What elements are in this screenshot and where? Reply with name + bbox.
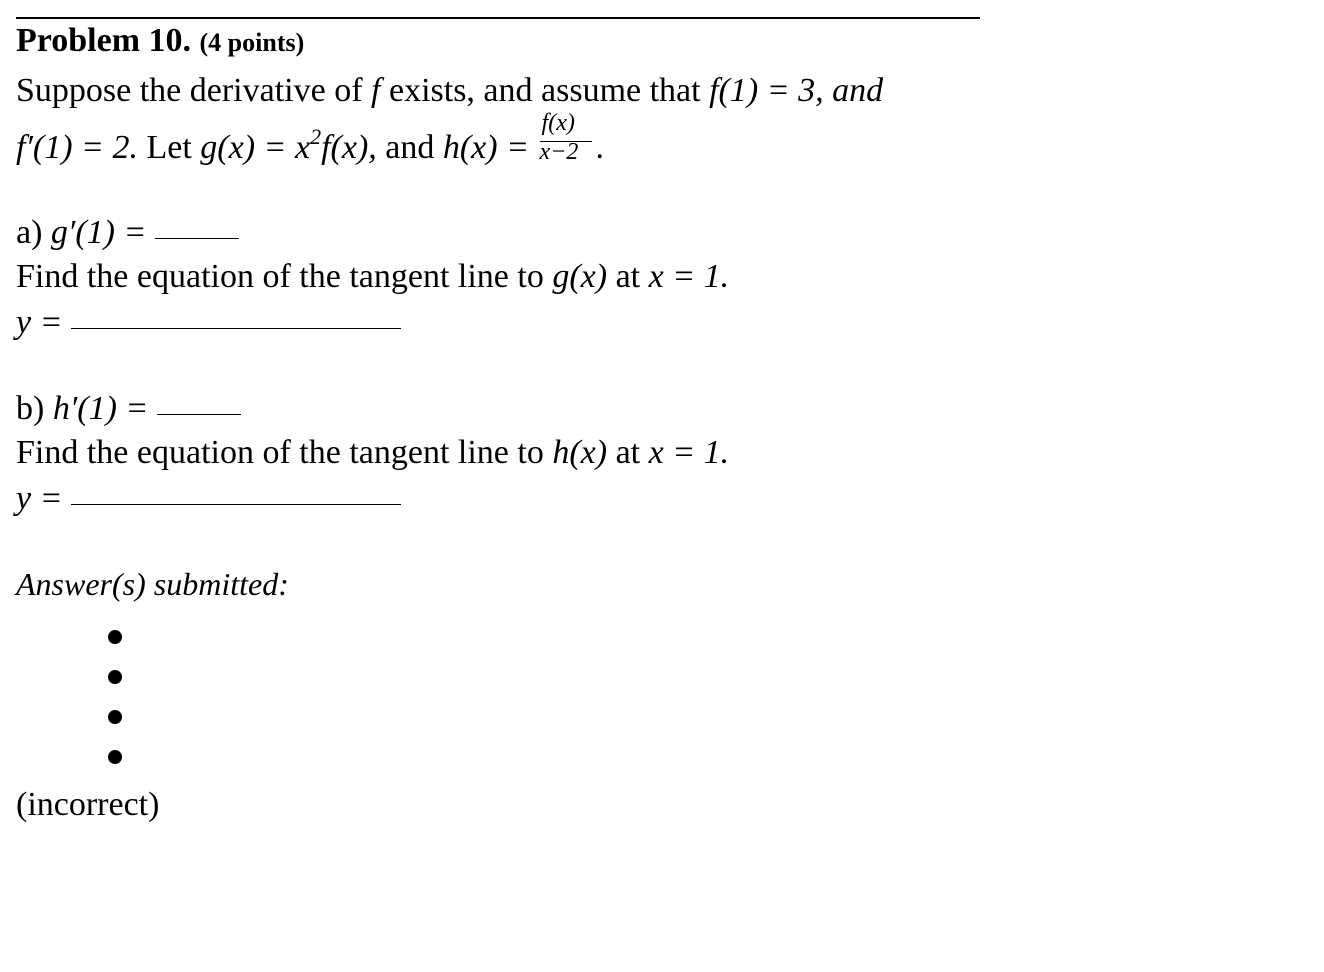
statement-line-2: f′(1) = 2. Let $g(x) = x^2f(x)$, and h(x) = $\frac{f(x)}{x-2}$ . xyxy=(16,110,605,166)
part-b-question xyxy=(16,390,241,428)
part-b-label: b) xyxy=(16,390,45,427)
h-definition: h(x) = xyxy=(442,129,530,166)
part-b-tangent-answer xyxy=(16,480,401,518)
part-a-y-label: y = xyxy=(16,304,63,341)
condition-fprime1: f′(1) = 2. xyxy=(16,129,138,166)
problem-number: Problem 10. xyxy=(16,22,192,59)
part-b-tangent-blank[interactable] xyxy=(71,504,401,505)
part-a-question xyxy=(16,214,239,252)
part-a-expression: g′(1) = xyxy=(50,214,147,251)
list-item xyxy=(106,666,124,706)
problem-points: (4 points) xyxy=(199,28,305,57)
part-b-y-label: y = xyxy=(16,480,63,517)
h-fraction xyxy=(538,110,596,165)
part-a-answer-blank[interactable] xyxy=(155,238,239,239)
part-a-label: a) xyxy=(16,214,43,251)
g-definition: $g(x) = x^2f(x)$, xyxy=(200,124,377,166)
part-a-tangent-blank[interactable] xyxy=(71,328,401,329)
list-item xyxy=(106,626,124,666)
part-b-expression: h′(1) = xyxy=(52,390,149,427)
answer-status: (incorrect) xyxy=(16,786,160,823)
h-numerator: f(x) xyxy=(541,110,575,136)
top-rule xyxy=(16,17,980,19)
part-a-tangent-prompt: Find the equation of the tangent line to g(x) at x = 1. xyxy=(16,258,730,295)
part-a-tangent-answer xyxy=(16,304,401,342)
list-item xyxy=(106,706,124,746)
function-f: f xyxy=(371,72,381,109)
list-item xyxy=(106,746,124,786)
problem-title xyxy=(16,22,304,60)
part-b-answer-blank[interactable] xyxy=(157,414,241,415)
submitted-answers-list xyxy=(106,626,124,786)
h-denominator: x−2 xyxy=(539,139,579,165)
part-b-tangent-prompt: Find the equation of the tangent line to h(x) at x = 1. xyxy=(16,434,730,471)
condition-f1: f(1) = 3, and xyxy=(709,72,884,109)
statement-line-1: Suppose the derivative of f exists, and assume that f(1) = 3, and xyxy=(16,72,884,109)
answers-submitted-heading: Answer(s) submitted: xyxy=(16,566,289,602)
